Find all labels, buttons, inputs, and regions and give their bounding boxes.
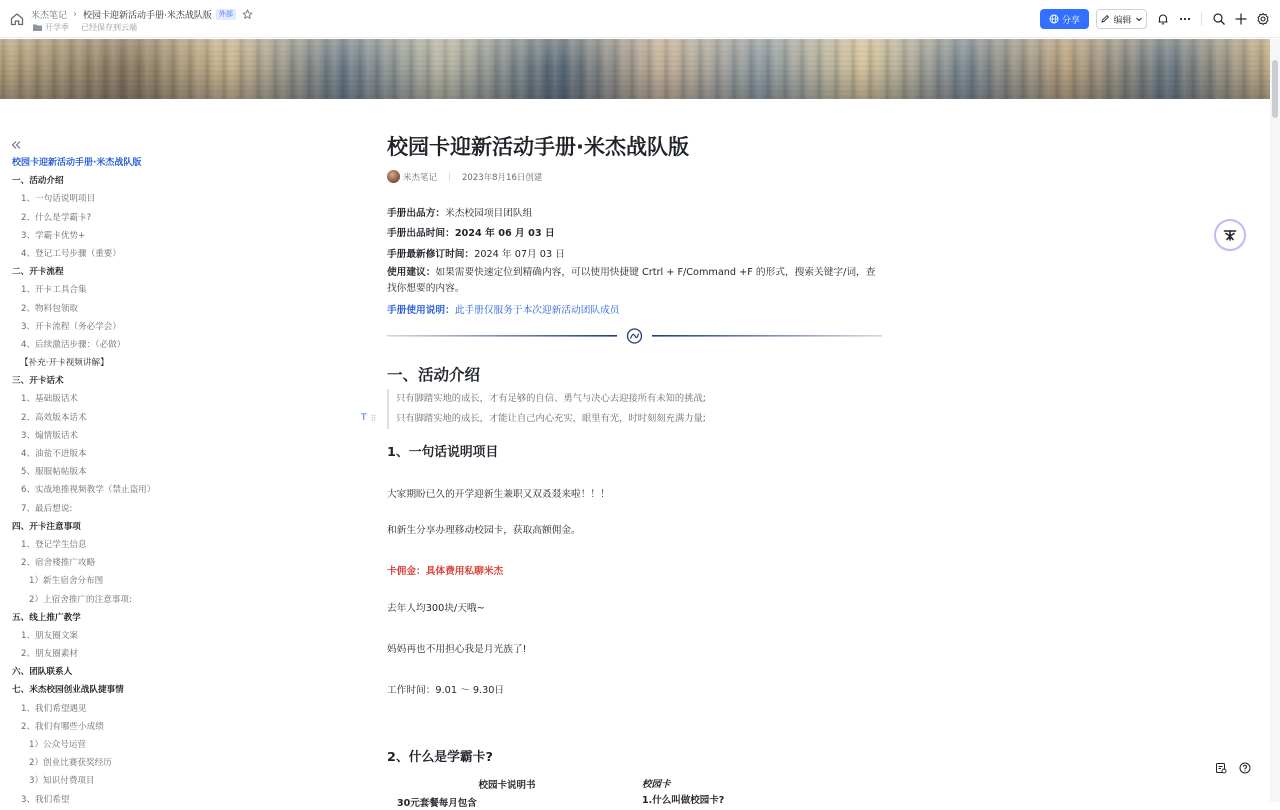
toc-item[interactable]: 四、开卡注意事项	[12, 521, 81, 532]
work-time: 工作时间：9.01 ～ 9.30日	[387, 685, 505, 696]
card-image-left[interactable]	[397, 777, 617, 809]
producer-line	[387, 205, 532, 219]
toc-item[interactable]: 4、油盐不进版本	[21, 449, 87, 459]
help-icon[interactable]	[1239, 762, 1251, 774]
usage-line	[387, 302, 620, 316]
pencil-icon	[1100, 14, 1110, 24]
chevron-down-icon	[1135, 15, 1143, 23]
usage-label: 手册使用说明：	[387, 305, 455, 316]
toc-item[interactable]: 3、学霸卡优势+	[21, 230, 86, 241]
toc-item[interactable]: 6、实战地推视频教学（禁止盗用）	[21, 485, 156, 496]
quote-line: 只有脚踏实地的成长，才有足够的自信、勇气与决心去迎接所有未知的挑战;	[396, 393, 706, 404]
folder-name[interactable]: 开学季	[45, 23, 69, 32]
subheading-one-line: 1、一句话说明项目	[387, 445, 499, 460]
toc-item[interactable]: 1、基础版话术	[21, 394, 79, 405]
toc-item[interactable]: 4、登记工号步骤（重要）	[21, 248, 121, 259]
card-right-title: 校园卡	[642, 779, 671, 790]
external-badge: 外部	[216, 9, 236, 20]
share-button[interactable]	[1040, 9, 1089, 29]
date-value: 2024 年 06 月 03 日	[454, 228, 555, 239]
top-bar	[0, 0, 1280, 38]
toc-item[interactable]: 五、线上推广教学	[12, 612, 81, 623]
meta-divider	[449, 172, 450, 181]
collapse-toc-icon[interactable]	[11, 140, 21, 150]
toc-item[interactable]: 2、高效版本话术	[21, 412, 87, 423]
toc-item[interactable]: 1、开卡工具合集	[21, 285, 87, 296]
avatar[interactable]	[387, 170, 400, 183]
save-status: 已经保存到云端	[81, 23, 137, 32]
revised-label: 手册最新修订时间：	[387, 249, 475, 260]
doc-meta	[387, 170, 542, 183]
gear-icon[interactable]	[1256, 12, 1270, 26]
scrollbar-thumb[interactable]	[1272, 60, 1278, 118]
toc-item[interactable]: 2、我们有哪些小成绩	[21, 721, 104, 732]
paragraph: 大家期盼已久的开学迎新生兼职又双叒叕来啦！！！	[387, 489, 610, 500]
breadcrumb	[31, 8, 253, 21]
breadcrumb-root[interactable]: 米杰笔记	[31, 11, 68, 21]
toc-item[interactable]: 1）公众号运营	[29, 740, 87, 750]
toc-item[interactable]: 三、开卡话术	[12, 376, 64, 387]
card-left-title: 校园卡说明书	[478, 780, 536, 791]
star-icon[interactable]	[242, 9, 253, 20]
toc-item[interactable]: 2、物料包领取	[21, 303, 79, 314]
toc-title[interactable]: 校园卡迎新活动手册·米杰战队版	[12, 158, 142, 168]
advice-label: 使用建议：	[387, 267, 436, 278]
toc-item[interactable]: 1、朋友圈文案	[21, 630, 79, 641]
toc-item[interactable]: 1、一句话说明项目	[21, 194, 96, 205]
scrollbar-track[interactable]	[1270, 39, 1280, 802]
share-label: 分享	[1061, 15, 1080, 26]
toc-item[interactable]: 7、最后想说:	[21, 503, 73, 514]
section-heading-activity: 一、活动介绍	[387, 366, 481, 384]
commission-line: 卡佣金：具体费用私聊米杰	[387, 566, 504, 577]
doc-info-icon[interactable]	[1215, 762, 1227, 774]
toc-item[interactable]: 1、我们希望遇见	[21, 703, 87, 714]
subheading-xueba-card: 2、什么是学霸卡?	[387, 750, 493, 765]
toc-item[interactable]: 2、宿舍楼推广攻略	[21, 558, 96, 569]
drag-handle-icon[interactable]: ⠿	[370, 413, 377, 423]
page-title: 校园卡迎新活动手册·米杰战队版	[387, 135, 689, 159]
more-icon[interactable]	[1178, 12, 1192, 26]
toc-item[interactable]: 5、服服帖帖版本	[21, 467, 87, 478]
table-of-contents	[12, 155, 252, 810]
toc-item[interactable]: 六、团队联系人	[12, 667, 73, 678]
paragraph: 和新生分享办理移动校园卡，获取高额佣金。	[387, 525, 581, 536]
toc-item[interactable]: 3、开卡流程（务必学会）	[21, 321, 121, 332]
banner-shade	[0, 39, 1270, 99]
producer-label: 手册出品方：	[387, 208, 446, 219]
ai-assistant-icon	[1222, 227, 1238, 243]
decorative-divider	[387, 327, 882, 345]
toc-item[interactable]: 2）上宿舍推广的注意事项:	[29, 594, 132, 605]
card-left-subtitle: 30元套餐每月包含	[397, 798, 477, 809]
plus-icon[interactable]	[1234, 12, 1248, 26]
paragraph: 去年人均300块/天哦~	[387, 603, 485, 614]
card-image-right[interactable]	[642, 776, 862, 806]
toc-item[interactable]: 二、开卡流程	[12, 267, 64, 278]
producer-value: 米杰校园项目团队组	[445, 208, 533, 219]
toc-item[interactable]: 1）新生宿舍分布图	[29, 576, 104, 587]
paragraph: 妈妈再也不用担心我是月光族了!	[387, 644, 527, 655]
quote-line: 只有脚踏实地的成长，才能让自己内心充实，眼里有光，时时刻刻充满力量;	[396, 413, 706, 424]
toc-item[interactable]: 2）创业比赛获奖经历	[29, 758, 112, 769]
toc-item[interactable]: 3、我们希望	[21, 794, 70, 805]
toc-item[interactable]: 3）知识付费项目	[29, 776, 95, 787]
toc-item[interactable]: 【补充·开卡视频讲解】	[20, 358, 109, 369]
search-icon[interactable]	[1212, 12, 1226, 26]
date-line	[387, 225, 555, 239]
toc-item[interactable]: 3、煽情版话术	[21, 430, 79, 441]
bell-icon[interactable]	[1156, 12, 1170, 26]
edit-label: 编辑	[1113, 15, 1132, 26]
folder-icon	[33, 24, 42, 31]
cover-banner	[0, 39, 1270, 99]
created-date: 2023年8月16日创建	[462, 172, 543, 183]
card-right-subtitle: 1.什么叫做校园卡?	[642, 795, 725, 806]
usage-link[interactable]: 此手册仅服务于本次迎新活动团队成员	[454, 305, 620, 316]
toc-item[interactable]: 2、朋友圈素材	[21, 649, 79, 660]
text-block-icon[interactable]: T	[361, 413, 367, 423]
toolbar-divider	[1201, 12, 1202, 26]
date-label: 手册出品时间：	[387, 228, 455, 239]
chevron-right-icon: ›	[73, 9, 78, 20]
toc-item[interactable]: 4、后续激活步骤：（必做）	[21, 339, 126, 350]
revised-line	[387, 246, 565, 260]
quote-block	[387, 389, 882, 429]
block-hover-tools[interactable]	[361, 413, 376, 423]
advice-value: 如果需要快速定位到精确内容，可以使用快捷键 Crtrl + F/Command +F 的形式，搜索关键字/词，查找你想要的内容。	[387, 267, 876, 294]
ai-assistant-button[interactable]	[1216, 221, 1244, 249]
toc-item[interactable]: 2、什么是学霸卡?	[21, 212, 92, 223]
toc-item[interactable]: 1、登记学生信息	[21, 539, 87, 550]
toc-item[interactable]: 七、米杰校园创业战队捷事情	[12, 685, 124, 696]
globe-icon	[1049, 14, 1059, 24]
revised-value: 2024 年 07月 03 日	[474, 249, 565, 260]
home-icon[interactable]	[9, 11, 25, 27]
doc-subline	[33, 22, 137, 33]
toc-item[interactable]: 一、活动介绍	[12, 176, 64, 187]
advice-line	[387, 265, 882, 297]
breadcrumb-current[interactable]: 校园卡迎新活动手册·米杰战队版	[83, 11, 212, 21]
edit-button[interactable]	[1096, 9, 1147, 29]
author-name[interactable]: 米杰笔记	[403, 172, 438, 183]
